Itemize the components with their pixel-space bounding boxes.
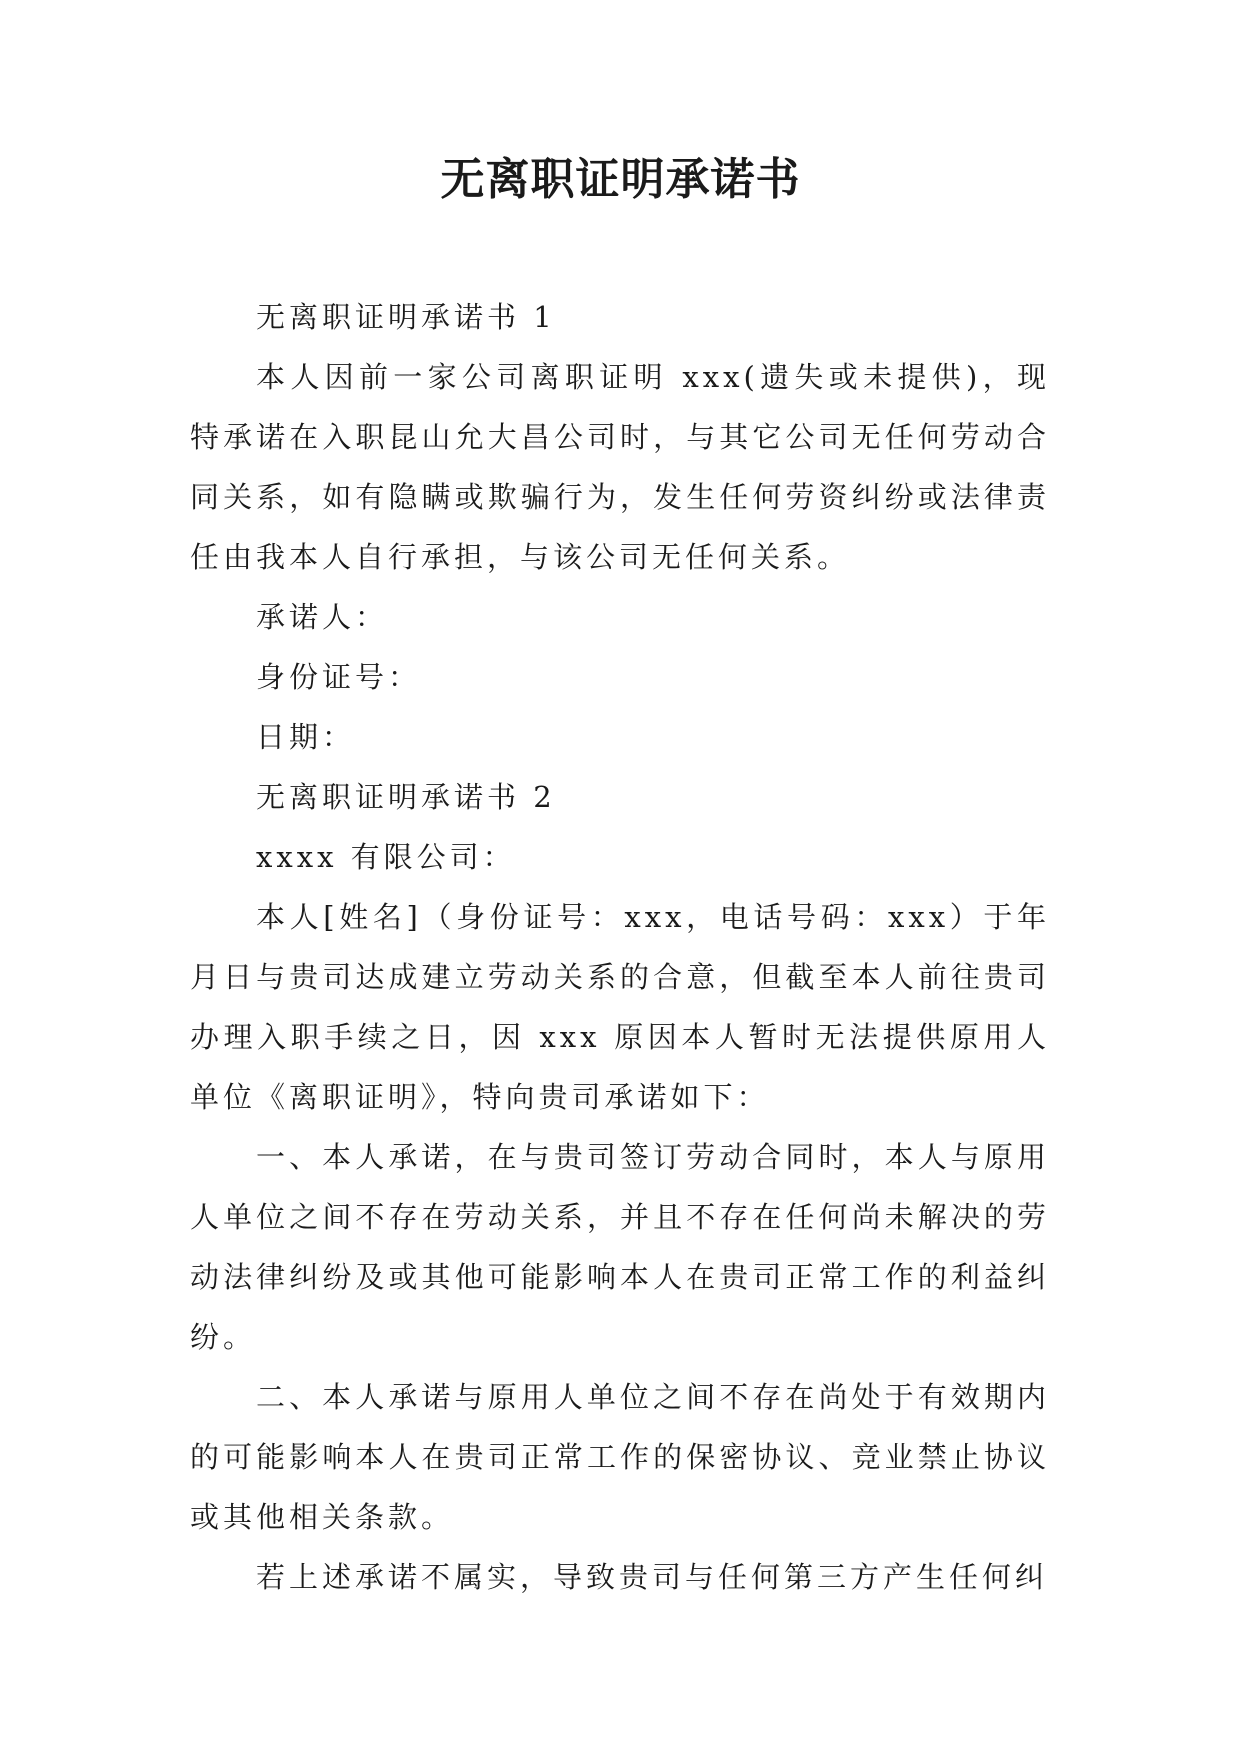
paragraph-clause-1: 一、本人承诺，在与贵司签订劳动合同时，本人与原用人单位之间不存在劳动关系，并且不存在任何尚未解决的劳动法律纠纷及或其他可能影响本人在贵司正常工作的利益纠纷。 [190, 1140, 1050, 1354]
paragraph-intro-2: 本人[姓名]（身份证号：xxx，电话号码：xxx）于年月日与贵司达成建立劳动关系的合意，但截至本人前往贵司办理入职手续之日，因 xxx 原因本人暂时无法提供原用人单位《离职证明》，特向贵司承诺如下： [190, 900, 1050, 1114]
paragraph-commitment-1: 本人因前一家公司离职证明 xxx(遗失或未提供)，现特承诺在入职昆山允大昌公司时，与其它公司无任何劳动合同关系，如有隐瞒或欺骗行为，发生任何劳资纠纷或法律责任由我本人自行承担，与该公司无任何关系。 [190, 360, 1050, 574]
section-heading-2: 无离职证明承诺书 2 [256, 780, 556, 814]
section-heading-1: 无离职证明承诺书 1 [256, 300, 556, 334]
paragraph-consequence: 若上述承诺不属实，导致贵司与任何第三方产生任何纠 [256, 1560, 1049, 1594]
id-number-field: 身份证号： [256, 660, 422, 694]
addressee: xxxx 有限公司： [256, 840, 516, 874]
document-title: 无离职证明承诺书 [440, 154, 801, 205]
document-body [190, 287, 1050, 1607]
signer-field: 承诺人： [256, 600, 389, 634]
paragraph-clause-2: 二、本人承诺与原用人单位之间不存在尚处于有效期内的可能影响本人在贵司正常工作的保密协议、竞业禁止协议或其他相关条款。 [190, 1380, 1050, 1534]
date-field: 日期： [256, 720, 356, 754]
